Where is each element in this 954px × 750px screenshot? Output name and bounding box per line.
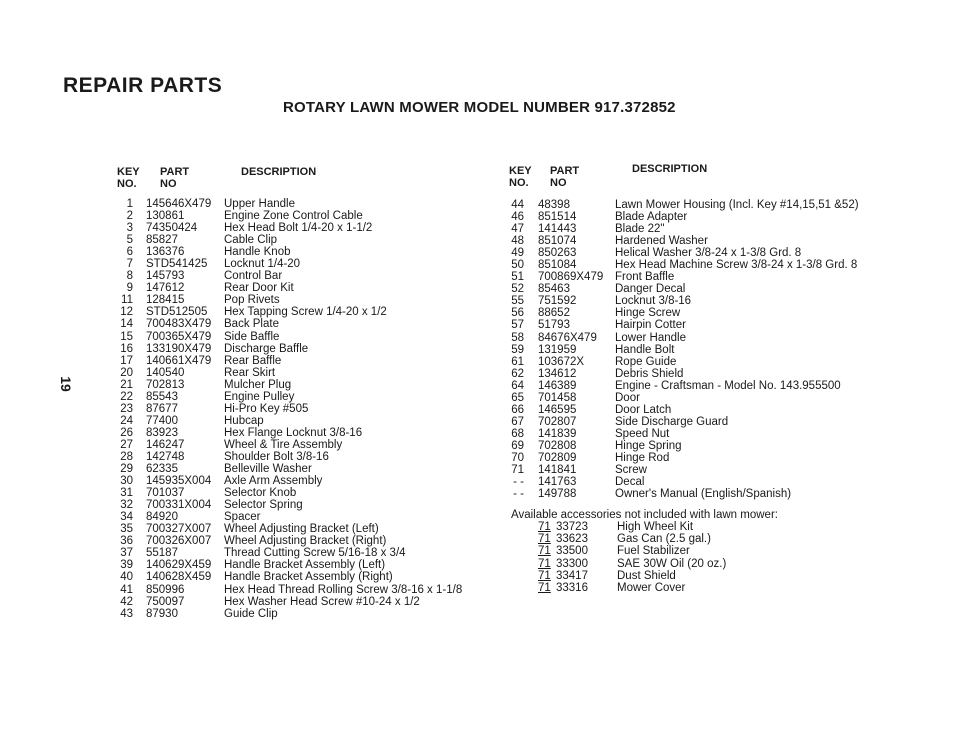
- part-number: 700869X479: [538, 271, 604, 284]
- part-description: Hinge Rod: [615, 451, 670, 464]
- part-description: Screw: [615, 464, 647, 477]
- part-description: Shoulder Bolt 3/8-16: [224, 450, 329, 463]
- part-number: 84676X479: [538, 331, 597, 344]
- key-number: 1: [126, 198, 133, 210]
- left-description-header: DESCRIPTION: [241, 166, 317, 178]
- part-description: Wheel Adjusting Bracket (Left): [224, 523, 379, 536]
- part-description: Wheel & Tire Assembly: [224, 438, 343, 451]
- accessory-part-number: 33316: [556, 581, 588, 594]
- part-number: 701037: [146, 487, 185, 500]
- part-description: Handle Bracket Assembly (Left): [224, 559, 386, 572]
- part-number: 850996: [146, 583, 185, 596]
- key-number: 35: [120, 523, 133, 536]
- part-number: 133190X479: [146, 342, 212, 355]
- part-description: Hex Washer Head Screw #10-24 x 1/2: [224, 595, 420, 608]
- key-number: 37: [120, 547, 133, 560]
- part-number: 87677: [146, 402, 178, 415]
- part-description: Helical Washer 3/8-24 x 1-3/8 Grd. 8: [615, 247, 802, 260]
- part-description: Wheel Adjusting Bracket (Right): [224, 535, 387, 548]
- part-description: Side Discharge Guard: [615, 415, 729, 428]
- part-number: 851514: [538, 211, 577, 224]
- key-number: 39: [120, 559, 133, 572]
- part-number: 85463: [538, 283, 570, 296]
- accessory-part-number: 33500: [556, 545, 588, 558]
- key-number: 64: [511, 379, 524, 392]
- part-number: 147612: [146, 282, 185, 295]
- part-description: Door Latch: [615, 403, 672, 416]
- part-number: 134612: [538, 367, 577, 380]
- part-number: 146389: [538, 379, 577, 392]
- key-number: 52: [511, 283, 524, 296]
- key-number: 8: [126, 270, 133, 283]
- key-number: 26: [120, 426, 133, 439]
- accessory-prefix: 71: [538, 545, 551, 558]
- part-number: 85543: [146, 390, 178, 403]
- part-number: 140540: [146, 366, 185, 379]
- key-number: 3: [126, 222, 133, 235]
- key-number: 67: [511, 415, 524, 428]
- part-number: 140661X479: [146, 354, 212, 367]
- accessory-description: Fuel Stabilizer: [617, 545, 690, 558]
- part-description: Hex Head Bolt 1/4-20 x 1-1/2: [224, 222, 373, 235]
- accessory-part-number: 33723: [556, 521, 588, 533]
- key-number: 46: [511, 211, 524, 224]
- page-title: REPAIR PARTS: [63, 74, 223, 97]
- key-number: 49: [511, 247, 524, 260]
- part-number: 700327X007: [146, 523, 212, 536]
- key-number: 68: [511, 427, 524, 440]
- part-description: Handle Bolt: [615, 343, 675, 356]
- left-partno-header: NO: [160, 178, 177, 190]
- part-description: Upper Handle: [224, 198, 295, 210]
- accessory-prefix: 71: [538, 557, 551, 570]
- key-number: 28: [120, 450, 133, 463]
- part-number: 701458: [538, 391, 577, 404]
- key-number: 48: [511, 235, 524, 248]
- key-number: 27: [120, 438, 133, 451]
- key-number: 20: [120, 366, 133, 379]
- part-number: 702809: [538, 451, 577, 464]
- key-number: 62: [511, 367, 524, 380]
- part-number: 141839: [538, 427, 577, 440]
- key-number: 30: [120, 475, 133, 488]
- accessory-prefix: 71: [538, 521, 551, 533]
- part-number: 62335: [146, 463, 178, 476]
- part-number: 145935X004: [146, 475, 212, 488]
- right-no-header: NO.: [509, 177, 529, 189]
- key-number: 9: [126, 282, 133, 295]
- accessory-description: High Wheel Kit: [617, 521, 694, 533]
- part-number: 87930: [146, 607, 178, 620]
- key-number: 32: [120, 499, 133, 512]
- accessory-prefix: 71: [538, 581, 551, 594]
- key-number: - -: [513, 476, 524, 489]
- accessory-description: SAE 30W Oil (20 oz.): [617, 557, 727, 570]
- part-description: Axle Arm Assembly: [224, 475, 323, 488]
- part-description: Control Bar: [224, 270, 283, 283]
- key-number: 70: [511, 451, 524, 464]
- key-number: 22: [120, 390, 133, 403]
- part-description: Decal: [615, 476, 645, 489]
- key-number: 44: [511, 199, 524, 211]
- page-number: 19: [57, 376, 74, 392]
- accessory-prefix: 71: [538, 533, 551, 546]
- key-number: 58: [511, 331, 524, 344]
- part-number: 140628X459: [146, 571, 212, 584]
- part-description: Hex Tapping Screw 1/4-20 x 1/2: [224, 306, 387, 319]
- part-number: 142748: [146, 450, 185, 463]
- part-description: Hex Flange Locknut 3/8-16: [224, 426, 363, 439]
- part-number: 700331X004: [146, 499, 212, 512]
- right-description-header: DESCRIPTION: [632, 163, 708, 175]
- key-number: 56: [511, 307, 524, 320]
- part-description: Debris Shield: [615, 367, 684, 380]
- part-number: 702807: [538, 415, 577, 428]
- part-number: STD541425: [146, 258, 208, 271]
- part-description: Hubcap: [224, 414, 264, 427]
- accessory-description: Dust Shield: [617, 569, 676, 582]
- key-number: 40: [120, 571, 133, 584]
- part-description: Hi-Pro Key #505: [224, 402, 309, 415]
- part-number: 145793: [146, 270, 185, 283]
- part-description: Hex Head Thread Rolling Screw 3/8-16 x 1-1/8: [224, 583, 463, 596]
- part-number: 74350424: [146, 222, 198, 235]
- key-number: 16: [120, 342, 133, 355]
- part-number: 141841: [538, 464, 577, 477]
- part-number: 149788: [538, 488, 577, 501]
- key-number: - -: [513, 488, 524, 501]
- part-number: 88652: [538, 307, 570, 320]
- left-part-header: PART: [160, 166, 190, 178]
- key-number: 42: [120, 595, 133, 608]
- part-number: 851074: [538, 235, 577, 248]
- part-description: Engine - Craftsman - Model No. 143.955500: [615, 379, 841, 392]
- part-number: 700483X479: [146, 318, 212, 331]
- part-number: 702808: [538, 439, 577, 452]
- key-number: 66: [511, 403, 524, 416]
- part-description: Locknut 3/8-16: [615, 295, 692, 308]
- model-subtitle: ROTARY LAWN MOWER MODEL NUMBER 917.372852: [283, 99, 676, 116]
- accessory-prefix: 71: [538, 569, 551, 582]
- part-number: 48398: [538, 199, 570, 211]
- part-number: 103672X: [538, 355, 585, 368]
- key-number: 47: [511, 223, 524, 236]
- left-key-header: KEY: [117, 166, 140, 178]
- key-number: 23: [120, 402, 133, 415]
- part-number: 85827: [146, 234, 178, 247]
- part-description: Thread Cutting Screw 5/16-18 x 3/4: [224, 547, 406, 560]
- key-number: 55: [511, 295, 524, 308]
- part-description: Engine Zone Control Cable: [224, 210, 363, 223]
- part-number: 131959: [538, 343, 577, 356]
- part-number: 83923: [146, 426, 178, 439]
- key-number: 2: [126, 210, 133, 223]
- part-number: 146247: [146, 438, 185, 451]
- part-number: 140629X459: [146, 559, 212, 572]
- part-description: Selector Spring: [224, 499, 303, 512]
- part-description: Rear Skirt: [224, 366, 276, 379]
- part-description: Back Plate: [224, 318, 279, 331]
- right-partno-header: NO: [550, 177, 567, 189]
- part-number: 700326X007: [146, 535, 212, 548]
- part-number: 130861: [146, 210, 185, 223]
- part-number: 136376: [146, 246, 185, 259]
- key-number: 50: [511, 259, 524, 272]
- part-description: Hinge Screw: [615, 307, 681, 320]
- part-number: 141763: [538, 476, 577, 489]
- part-description: Selector Knob: [224, 487, 297, 500]
- part-description: Door: [615, 391, 640, 404]
- part-description: Owner's Manual (English/Spanish): [615, 488, 792, 501]
- key-number: 51: [511, 271, 524, 284]
- accessory-description: Mower Cover: [617, 581, 686, 594]
- key-number: 21: [120, 378, 133, 391]
- part-description: Blade Adapter: [615, 211, 688, 224]
- part-description: Hairpin Cotter: [615, 319, 686, 332]
- part-description: Rear Door Kit: [224, 282, 294, 295]
- part-description: Rope Guide: [615, 355, 677, 368]
- part-number: 145646X479: [146, 198, 212, 210]
- part-description: Front Baffle: [615, 271, 675, 284]
- part-number: 850263: [538, 247, 577, 260]
- part-number: 851084: [538, 259, 577, 272]
- part-description: Belleville Washer: [224, 463, 312, 476]
- part-number: 128415: [146, 294, 185, 307]
- key-number: 24: [120, 414, 133, 427]
- key-number: 36: [120, 535, 133, 548]
- key-number: 41: [120, 583, 133, 596]
- key-number: 17: [120, 354, 133, 367]
- accessory-part-number: 33623: [556, 533, 588, 546]
- part-number: 51793: [538, 319, 570, 332]
- key-number: 15: [120, 330, 133, 343]
- key-number: 61: [511, 355, 524, 368]
- part-description: Lawn Mower Housing (Incl. Key #14,15,51 &52): [615, 199, 859, 211]
- key-number: 5: [126, 234, 133, 247]
- part-description: Blade 22": [615, 223, 665, 236]
- part-number: 750097: [146, 595, 185, 608]
- part-description: Mulcher Plug: [224, 378, 292, 391]
- part-description: Engine Pulley: [224, 390, 295, 403]
- key-number: 6: [126, 246, 133, 259]
- part-description: Handle Knob: [224, 246, 291, 259]
- part-number: 146595: [538, 403, 577, 416]
- key-number: 71: [511, 464, 524, 477]
- part-description: Handle Bracket Assembly (Right): [224, 571, 393, 584]
- part-description: Cable Clip: [224, 234, 278, 247]
- part-description: Rear Baffle: [224, 354, 282, 367]
- part-number: 84920: [146, 511, 178, 524]
- part-number: 141443: [538, 223, 577, 236]
- part-description: Danger Decal: [615, 283, 686, 296]
- accessory-part-number: 33300: [556, 557, 588, 570]
- key-number: 31: [120, 487, 133, 500]
- key-number: 59: [511, 343, 524, 356]
- part-description: Discharge Baffle: [224, 342, 309, 355]
- accessories-note: Available accessories not included with lawn mower:: [511, 509, 778, 521]
- key-number: 29: [120, 463, 133, 476]
- key-number: 43: [120, 607, 133, 620]
- accessory-description: Gas Can (2.5 gal.): [617, 533, 711, 546]
- part-description: Spacer: [224, 511, 261, 524]
- accessory-part-number: 33417: [556, 569, 588, 582]
- part-description: Pop Rivets: [224, 294, 280, 307]
- part-description: Side Baffle: [224, 330, 280, 343]
- part-description: Guide Clip: [224, 607, 278, 620]
- right-part-header: PART: [550, 165, 580, 177]
- part-number: 751592: [538, 295, 577, 308]
- part-description: Hex Head Machine Screw 3/8-24 x 1-3/8 Grd. 8: [615, 259, 858, 272]
- key-number: 65: [511, 391, 524, 404]
- part-description: Hardened Washer: [615, 235, 708, 248]
- part-description: Speed Nut: [615, 427, 670, 440]
- part-description: Locknut 1/4-20: [224, 258, 301, 271]
- key-number: 69: [511, 439, 524, 452]
- key-number: 14: [120, 318, 133, 331]
- key-number: 7: [126, 258, 133, 271]
- part-description: Lower Handle: [615, 331, 686, 344]
- right-key-header: KEY: [509, 165, 532, 177]
- part-description: Hinge Spring: [615, 439, 682, 452]
- key-number: 57: [511, 319, 524, 332]
- left-no-header: NO.: [117, 178, 137, 190]
- part-number: 55187: [146, 547, 178, 560]
- part-number: 702813: [146, 378, 185, 391]
- key-number: 34: [120, 511, 133, 524]
- part-number: STD512505: [146, 306, 208, 319]
- key-number: 12: [120, 306, 133, 319]
- key-number: 11: [121, 294, 133, 307]
- part-number: 77400: [146, 414, 178, 427]
- part-number: 700365X479: [146, 330, 212, 343]
